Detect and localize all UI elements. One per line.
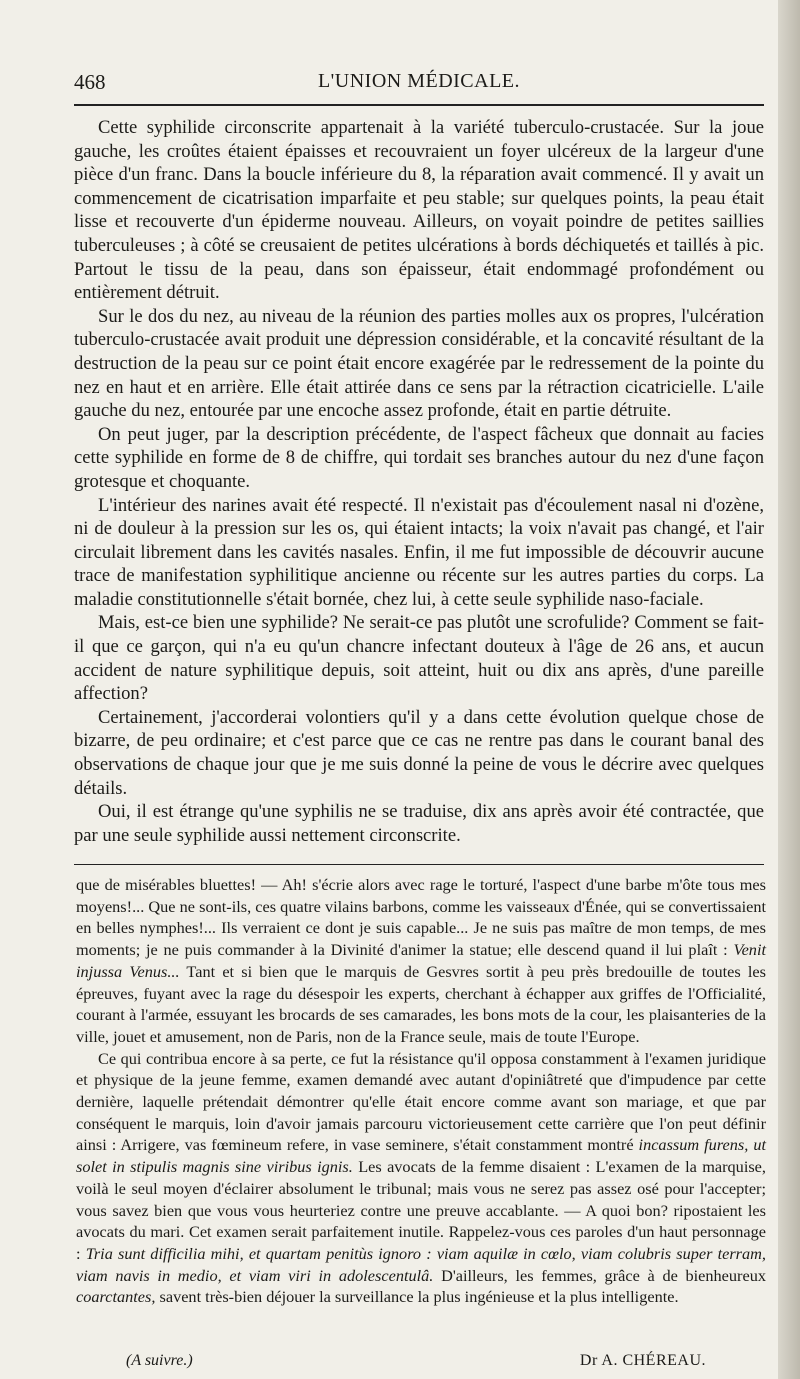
feuilleton-text [76, 874, 766, 1308]
latin-quote: Venit injussa Venus... [76, 940, 766, 981]
journal-title: L'UNION MÉDICALE. [317, 70, 521, 92]
paragraph: Sur le dos du nez, au niveau de la réunion des parties molles aux os propres, l'ulcération tuberculo-crustacée avait produit une dépression considérable, et la concavité résultant de la destruction de la peau sur ce point était encore exagérée par le redressement de la pointe du nez en haut et en arrière. Elle était attirée dans ce sens par la rétraction cicatricielle. L'aile gauche du nez, entourée par une encoche assez profonde, était en partie détruite. [74, 305, 764, 422]
continuation-note: (A suivre.) [126, 1352, 193, 1369]
paragraph: L'intérieur des narines avait été respecté. Il n'existait pas d'écoulement nasal ni d'ozène, ni de douleur à la pression sur les os, qui étaient intacts; la voix n'avait pas changé, et l'air circulait librement dans les cavités nasales. Enfin, il me fut impossible de découvrir aucune trace de manifestation syphilitique ancienne ou récente sur les autres parties du corps. La maladie constitutionnelle s'était bornée, chez lui, à cette seule syphilide naso-faciale. [74, 494, 764, 610]
page-edge [778, 0, 800, 1379]
footnote-paragraph [76, 1048, 766, 1308]
header-rule [74, 104, 764, 106]
page-header [74, 70, 764, 98]
latin-term: coarctantes, [76, 1287, 156, 1307]
text-run: que de misérables bluettes! — Ah! s'écrie alors avec rage le torturé, l'aspect d'une barbe m'ôte tous mes moyens!... Que ne sont-ils, ces quatre vilains barbons, comme les vaisseaux d'Énée, qui se convertissaient en belles nymphes!... Ils verraient ce dont je suis capable... Je ne suis pas maître de mon temps, de mes moments; je ne puis commander à la Divinité d'animer la statue; elle descend quand il lui plaît : [76, 875, 766, 960]
text-run: D'ailleurs, les femmes, grâce à de bienheureux [433, 1265, 766, 1285]
paragraph: Mais, est-ce bien une syphilide? Ne serait-ce pas plutôt une scrofulide? Comment se fait-il que ce garçon, qui n'a eu qu'un chancre infectant douteux à l'âge de 26 ans, et aucun accident de nature syphilitique depuis, soit atteint, huit ou dix ans après, d'une pareille affection? [74, 612, 764, 705]
text-run: Tant et si bien que le marquis de Gesvres sortit à peu près bredouille de toutes les épreuves, fuyant avec la rage du désespoir les experts, cherchant à échapper aux griffes de l'Officialité, courant à l'armée, essuyant les brocards de ses camarades, les bons mots de la cour, les plaisanteries de la ville, jouet et amusement, non de Paris, non de la France seule, mais de toute l'Europe. [76, 961, 766, 1046]
text-run: Ce qui contribua encore à sa perte, ce fut la résistance qu'il opposa constamment à l'examen juridique et physique de la jeune femme, examen demandé avec autant d'opiniâtreté que d'impudence par cette dernière, laquelle prétendait démontrer qu'elle était encore comme avant son mariage, et que par conséquent le marquis, loin d'avoir jamais parcouru victorieusement cette carrière que l'on peut définir ainsi : Arrigere, vas fœmineum refere, in vase seminere, s'était constamment montré [76, 1048, 766, 1155]
paragraph: On peut juger, par la description précédente, de l'aspect fâcheux que donnait au facies cette syphilide en forme de 8 de chiffre, qui tordait ses branches autour du nez d'une façon grotesque et choquante. [74, 423, 764, 492]
paragraph: Certainement, j'accorderai volontiers qu'il y a dans cette évolution quelque chose de bizarre, de peu ordinaire; et c'est parce que ce cas ne rentre pas dans le courant banal des observations de chaque jour que je me suis donné la peine de vous le décrire avec quelques détails. [74, 706, 764, 799]
latin-quote: Tria sunt difficilia mihi, et quartam penitùs ignoro : viam aquilæ in cœlo, viam colubris super terram, viam navis in medio, et viam viri in adolescentulâ. [76, 1243, 766, 1285]
paragraph: Oui, il est étrange qu'une syphilis ne se traduise, dix ans après avoir été contractée, que par une seule syphilide aussi nettement circonscrite. [74, 801, 764, 846]
footnote-paragraph [76, 874, 766, 1048]
main-text [74, 116, 764, 847]
page-number: 468 [74, 70, 106, 94]
footnote-rule [74, 864, 764, 865]
text-run: Les avocats de la femme disaient : L'examen de la marquise, voilà le seul moyen d'éclairer absolument le tribunal; mais vous ne serez pas assez osé pour l'accepter; vous savez bien que vous vous heurteriez contre une preuve accablante. — A quoi bon? ripostaient les avocats du mari. Cet examen serait parfaitement inutile. Rappelez-vous ces paroles d'un haut personnage : [76, 1157, 766, 1263]
latin-quote: incassum furens, ut solet in stipulis magnis sine viribus ignis. [76, 1135, 766, 1177]
author-signature: Dr A. CHÉREAU. [579, 1352, 706, 1369]
signature-line [126, 1352, 706, 1374]
text-run: savent très-bien déjouer la surveillance la plus ingénieuse et la plus intelligente. [155, 1287, 679, 1307]
paragraph: Cette syphilide circonscrite appartenait à la variété tuberculo-crustacée. Sur la joue gauche, les croûtes étaient épaisses et recouvraient un foyer ulcéreux de la largeur d'une pièce d'un franc. Dans la boucle inférieure du 8, la réparation avait commencé. Il y avait un commencement de cicatrisation imparfaite et peu stable; sur quelques points, la peau était lisse et recouverte d'un épiderme nouveau. Ailleurs, on voyait poindre de petites saillies tuberculeuses ; à côté se creusaient de petites ulcérations à bords déchiquetés et taillés à pic. Partout le tissu de la peau, dans son épaisseur, était endommagé profondément ou entièrement détruit. [74, 117, 764, 304]
